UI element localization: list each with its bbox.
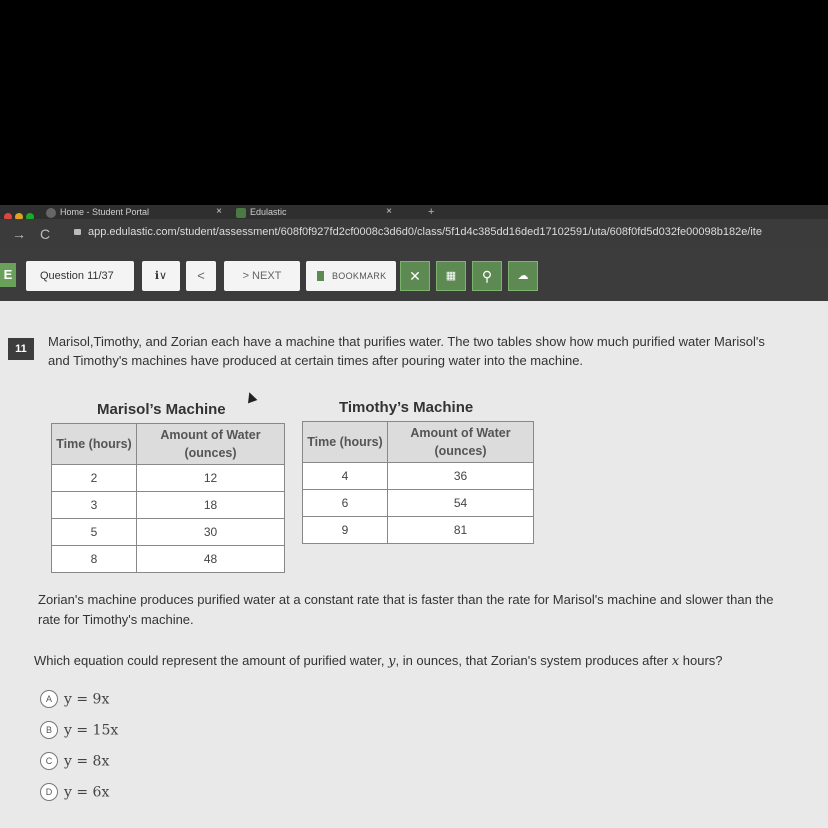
- prompt-variable-y: y: [388, 654, 396, 669]
- table-row: [52, 519, 285, 546]
- amount-cell: 12: [137, 465, 285, 492]
- forward-button[interactable]: →: [12, 226, 26, 242]
- question-number: 11: [8, 338, 34, 360]
- tab-label: Home - Student Portal: [60, 207, 150, 217]
- table-row: [303, 463, 534, 490]
- option-letter[interactable]: B: [40, 721, 58, 739]
- table-header: Amount of Water (ounces): [137, 424, 285, 465]
- question-stem: Marisol,Timothy, and Zorian each have a machine that purifies water. The two tables show how much purified water Marisol's and Timothy's machines have produced at certain times after pouring water into the machine.: [48, 334, 765, 368]
- table-row: [303, 517, 534, 544]
- question-selector[interactable]: Question 11/37: [26, 261, 134, 291]
- prompt-text: , in ounces, that Zorian's system produces after: [395, 653, 672, 668]
- amount-cell: 48: [137, 546, 285, 573]
- browser-tab-bar: [0, 205, 828, 219]
- previous-button[interactable]: <: [186, 261, 216, 291]
- amount-cell: 36: [388, 463, 534, 490]
- time-cell: 8: [52, 546, 137, 573]
- zorian-description: Zorian's machine produces purified water at a constant rate that is faster than the rate for Marisol's machine and slower than the rate for Timothy's machine.: [38, 592, 774, 627]
- mouse-cursor-icon: [245, 391, 258, 404]
- prompt-text: hours?: [679, 653, 723, 668]
- table-header: Amount of Water (ounces): [388, 422, 534, 463]
- answer-option-c[interactable]: [40, 752, 109, 772]
- assessment-toolbar: [0, 249, 828, 301]
- bookmark-icon: [317, 271, 324, 281]
- option-equation: y = 8x: [64, 753, 110, 770]
- upload-icon[interactable]: ☁: [508, 261, 538, 291]
- tab-close-icon[interactable]: ×: [216, 206, 222, 217]
- prompt-variable-x: x: [671, 654, 680, 669]
- option-equation: y = 9x: [64, 691, 110, 708]
- question-prompt: [34, 653, 814, 669]
- amount-cell: 54: [388, 490, 534, 517]
- table-row: [52, 465, 285, 492]
- table-row: [303, 490, 534, 517]
- screen: [0, 205, 828, 828]
- url-text[interactable]: app.edulastic.com/student/assessment/608f0f927fd2cf0008c3d6d0/class/5f1d4c385dd16ded17102591/uta/608f0fd5d032fe00098b182e/ite: [88, 226, 762, 238]
- edulastic-icon: [236, 208, 246, 218]
- option-equation: y = 15x: [64, 722, 119, 739]
- browser-tab-home[interactable]: [46, 205, 246, 219]
- amount-cell: 18: [137, 492, 285, 519]
- answer-option-b[interactable]: [40, 721, 118, 741]
- new-tab-button[interactable]: +: [428, 206, 435, 218]
- time-cell: 9: [303, 517, 388, 544]
- time-cell: 3: [52, 492, 137, 519]
- answer-option-d[interactable]: [40, 783, 109, 803]
- table-header: Time (hours): [303, 422, 388, 463]
- tab-close-icon[interactable]: ×: [386, 206, 392, 217]
- zoom-icon[interactable]: ⚲: [472, 261, 502, 291]
- timothy-table: [302, 421, 534, 544]
- close-icon[interactable]: ✕: [400, 261, 430, 291]
- time-cell: 4: [303, 463, 388, 490]
- prompt-text: Which equation could represent the amount of purified water,: [34, 653, 389, 668]
- tab-label: Edulastic: [250, 207, 287, 217]
- reload-button[interactable]: C: [40, 226, 51, 242]
- option-letter[interactable]: D: [40, 783, 58, 801]
- time-cell: 6: [303, 490, 388, 517]
- student-portal-icon: [46, 208, 56, 218]
- bookmark-button[interactable]: [306, 261, 396, 291]
- browser-tab-edulastic[interactable]: [236, 205, 416, 219]
- option-equation: y = 6x: [64, 784, 110, 801]
- table-header: Time (hours): [52, 424, 137, 465]
- calendar-icon[interactable]: ▦: [436, 261, 466, 291]
- marisol-table: [51, 423, 285, 573]
- amount-cell: 81: [388, 517, 534, 544]
- table-row: [52, 492, 285, 519]
- timothy-table-title: Timothy’s Machine: [339, 399, 474, 416]
- option-letter[interactable]: A: [40, 690, 58, 708]
- question-content: [0, 301, 828, 828]
- bookmark-label: BOOKMARK: [332, 271, 387, 281]
- marisol-table-title: Marisol’s Machine: [97, 401, 226, 418]
- lock-icon: [74, 229, 81, 235]
- time-cell: 2: [52, 465, 137, 492]
- next-button[interactable]: > NEXT: [224, 261, 300, 291]
- option-letter[interactable]: C: [40, 752, 58, 770]
- answer-option-a[interactable]: [40, 690, 109, 710]
- table-row: [52, 546, 285, 573]
- amount-cell: 30: [137, 519, 285, 546]
- time-cell: 5: [52, 519, 137, 546]
- info-dropdown[interactable]: ℹ∨: [142, 261, 180, 291]
- menu-button[interactable]: E: [0, 263, 16, 287]
- browser-address-bar: [0, 219, 828, 249]
